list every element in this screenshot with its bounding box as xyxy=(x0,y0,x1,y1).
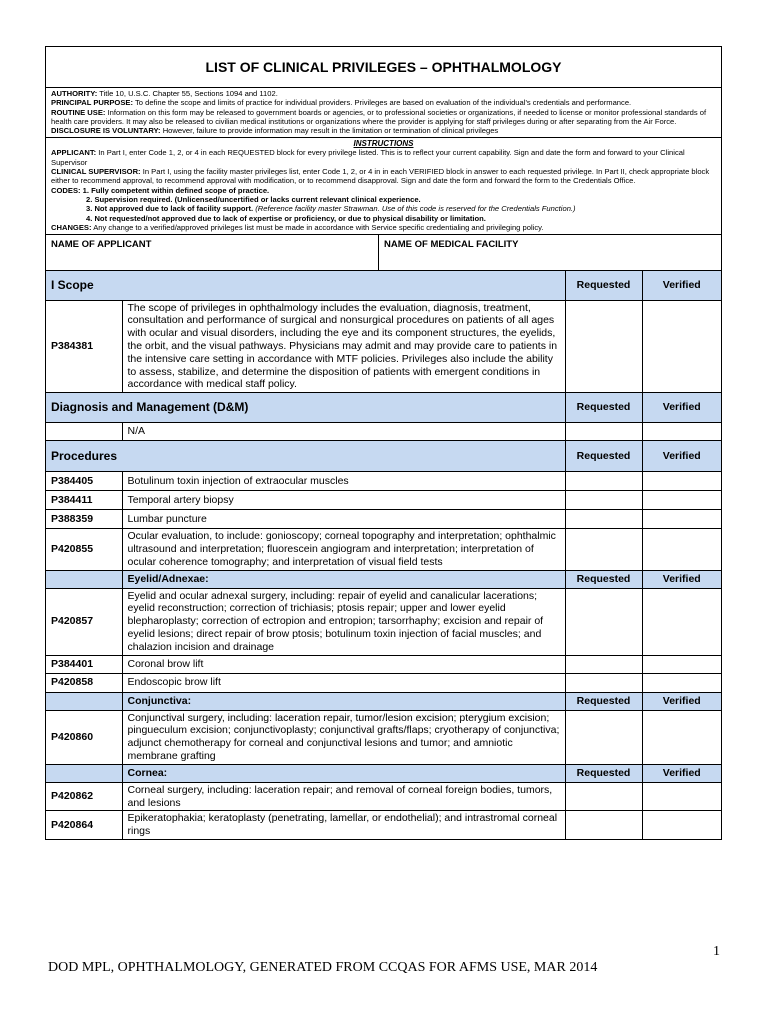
verified-cell[interactable] xyxy=(642,710,721,764)
disclosure-label: DISCLOSURE IS VOLUNTARY: xyxy=(51,126,161,136)
verified-cell[interactable] xyxy=(642,510,721,529)
eyelid-heading: Eyelid/Adnexae: xyxy=(122,570,565,588)
supervisor-text: In Part I, using the facility master privileges list, enter Code 1, 2, or 4 in in each VERIFIED block in answer to each requested privilege. In Part II, check appropriate block either to recommend approval, to recommend approval with modification, or to recommend disapproval. Sign and date the form and forward the form to the Credentials Office. xyxy=(51,167,710,186)
subsection-header-eyelid xyxy=(46,570,721,588)
page-number: 1 xyxy=(713,944,720,959)
table-row xyxy=(46,673,721,692)
purpose-text: To define the scope and limits of practice for individual providers. Privileges are based on evaluation of the individual's credentials and performance. xyxy=(134,98,632,108)
facility-name-field[interactable]: NAME OF MEDICAL FACILITY xyxy=(384,239,519,251)
table-row xyxy=(46,472,721,491)
disclosure-text: However, failure to provide information may result in the limitation or termination of clinical privileges xyxy=(162,126,499,136)
privilege-description: Lumbar puncture xyxy=(122,510,565,529)
section-header-procedures xyxy=(46,441,721,472)
verified-header: Verified xyxy=(642,692,721,710)
requested-cell[interactable] xyxy=(565,510,642,529)
requested-cell[interactable] xyxy=(565,529,642,570)
form-header xyxy=(46,88,721,138)
names-row xyxy=(46,235,721,271)
requested-header: Requested xyxy=(565,764,642,782)
cornea-heading: Cornea: xyxy=(122,764,565,782)
subsection-header-conjunctiva xyxy=(46,692,721,710)
privilege-code: P420862 xyxy=(46,782,122,811)
verified-cell[interactable] xyxy=(642,588,721,655)
verified-cell[interactable] xyxy=(642,673,721,692)
conjunctiva-heading: Conjunctiva: xyxy=(122,692,565,710)
table-row xyxy=(46,491,721,510)
privilege-code: P388359 xyxy=(46,510,122,529)
codes-label: CODES: xyxy=(51,185,81,195)
verified-cell[interactable] xyxy=(642,491,721,510)
verified-cell[interactable] xyxy=(642,472,721,491)
privilege-code: P420860 xyxy=(46,710,122,764)
verified-cell[interactable] xyxy=(642,423,721,441)
privilege-code: P420857 xyxy=(46,588,122,655)
privilege-description: Eyelid and ocular adnexal surgery, including: repair of eyelid and canalicular lacerations; eyelid reconstruction; correction of trichiasis; ptosis repair; upper and lower eyelid blepharoplasty; correction of ectropion and entropion; tarsorrhaphy; excision and repair of eyelid lesions; direct repair of brow ptosis; botulinum toxin injection of facial muscles; and chalazion incision and drainage xyxy=(122,588,565,655)
privileges-form xyxy=(45,46,722,840)
code-2: 2. Supervision required. (Unlicensed/uncertified or lacks current relevant clinical experience. xyxy=(86,194,421,204)
subsection-header-cornea xyxy=(46,764,721,782)
requested-header: Requested xyxy=(565,692,642,710)
privilege-description: Temporal artery biopsy xyxy=(122,491,565,510)
privilege-code: P384405 xyxy=(46,472,122,491)
privilege-code: P384401 xyxy=(46,655,122,673)
requested-cell[interactable] xyxy=(565,423,642,441)
verified-header: Verified xyxy=(642,570,721,588)
code-3-note: (Reference facility master Strawman. Use of this code is reserved for the Credentials Function.) xyxy=(255,204,576,214)
page-title: LIST OF CLINICAL PRIVILEGES – OPHTHALMOLOGY xyxy=(46,47,721,88)
authority-text: Title 10, U.S.C. Chapter 55, Sections 1094 and 1102. xyxy=(99,89,278,98)
verified-cell[interactable] xyxy=(642,782,721,811)
routine-text: Information on this form may be released to government boards or agencies, or to professional societies or organizations, if needed to license or monitor professional standards of health care providers. It may also be released to civilian medical institutions or organizations where the provider is applying for staff privileges during or after separating from the Air Force. xyxy=(51,107,707,126)
requested-cell[interactable] xyxy=(565,655,642,673)
table-row xyxy=(46,782,721,811)
changes-text: Any change to a verified/approved privileges list must be made in accordance with Service specific credentialing and privileging policy. xyxy=(93,222,544,232)
page-footer: DOD MPL, OPHTHALMOLOGY, GENERATED FROM CCQAS FOR AFMS USE, MAR 2014 xyxy=(48,960,598,975)
section-header-dm xyxy=(46,393,721,423)
supervisor-label: CLINICAL SUPERVISOR: xyxy=(51,167,141,177)
requested-cell[interactable] xyxy=(565,472,642,491)
privilege-description: Corneal surgery, including: laceration repair; and removal of corneal foreign bodies, tumors, and lesions xyxy=(122,782,565,811)
verified-header: Verified xyxy=(642,393,721,423)
code-1: 1. Fully competent within defined scope of practice. xyxy=(82,185,270,195)
changes-label: CHANGES: xyxy=(51,222,92,232)
verified-cell[interactable] xyxy=(642,811,721,839)
table-row xyxy=(46,655,721,673)
verified-cell[interactable] xyxy=(642,300,721,393)
privilege-description: Conjunctival surgery, including: laceration repair, tumor/lesion excision; pterygium excision; pingueculum excision; conjunctivoplasty; conjunctival grafts/flaps; cryotherapy of conjunctiva; adjunct chemotherapy for corneal and conjunctival lesions and tumor; and amniotic membrane grafting xyxy=(122,710,565,764)
table-row xyxy=(46,588,721,655)
privilege-description: Endoscopic brow lift xyxy=(122,673,565,692)
requested-cell[interactable] xyxy=(565,300,642,393)
dm-heading: Diagnosis and Management (D&M) xyxy=(46,393,565,423)
privilege-description: Ocular evaluation, to include: gonioscopy; corneal topography and interpretation; ophthalmic ultrasound and interpretation; fluorescein angiogram and interpretation; interpretation of ocular coherence tomography; and interpretation of visual field tests xyxy=(122,529,565,570)
table-row xyxy=(46,510,721,529)
privilege-description: Coronal brow lift xyxy=(122,655,565,673)
verified-cell[interactable] xyxy=(642,655,721,673)
procedures-heading: Procedures xyxy=(46,441,565,472)
requested-cell[interactable] xyxy=(565,811,642,839)
subsection-spacer xyxy=(46,570,122,588)
privilege-description: Epikeratophakia; keratoplasty (penetrating, lamellar, or endothelial); and intrastromal corneal rings xyxy=(122,811,565,839)
routine-label: ROUTINE USE: xyxy=(51,107,106,117)
code-4: 4. Not requested/not approved due to lack of expertise or proficiency, or due to physical disability or limitation. xyxy=(86,213,486,223)
requested-cell[interactable] xyxy=(565,588,642,655)
applicant-text: In Part I, enter Code 1, 2, or 4 in each REQUESTED block for every privilege listed. This is to reflect your current capability. Sign and date the form and forward to your Clinical Supervisor xyxy=(51,148,685,167)
privilege-description: Botulinum toxin injection of extraocular muscles xyxy=(122,472,565,491)
requested-header: Requested xyxy=(565,271,642,300)
purpose-label: PRINCIPAL PURPOSE: xyxy=(51,98,133,108)
table-row xyxy=(46,529,721,570)
table-row xyxy=(46,423,721,441)
verified-header: Verified xyxy=(642,271,721,300)
subsection-spacer xyxy=(46,692,122,710)
privilege-code xyxy=(46,423,122,441)
privilege-code: P384411 xyxy=(46,491,122,510)
verified-header: Verified xyxy=(642,441,721,472)
requested-cell[interactable] xyxy=(565,491,642,510)
privilege-code: P420855 xyxy=(46,529,122,570)
verified-cell[interactable] xyxy=(642,529,721,570)
authority-label: AUTHORITY: xyxy=(51,89,98,98)
privilege-description: The scope of privileges in ophthalmology includes the evaluation, diagnosis, treatment, consultation and performance of surgical and nonsurgical procedures on patients of all ages with ocular and visual disorders, including the eye and its component structures, the eyelids, the orbit, and the visual pathways. Physicians may admit and may provide care to patients in the intensive care setting in accordance with MTF policies. Privileges also include the ability to assess, stabilize, and determine the disposition of patients with emergent conditions in accordance with medical staff policy. xyxy=(122,300,565,393)
requested-cell[interactable] xyxy=(565,782,642,811)
instructions xyxy=(46,138,721,235)
instructions-title: INSTRUCTIONS xyxy=(353,139,414,149)
subsection-spacer xyxy=(46,764,122,782)
table-row xyxy=(46,811,721,839)
section-header-scope xyxy=(46,271,721,300)
privileges-table xyxy=(46,271,721,839)
table-row xyxy=(46,710,721,764)
scope-heading: I Scope xyxy=(46,271,565,300)
requested-header: Requested xyxy=(565,441,642,472)
privilege-description: N/A xyxy=(122,423,565,441)
requested-header: Requested xyxy=(565,570,642,588)
privilege-code: P420864 xyxy=(46,811,122,839)
requested-cell[interactable] xyxy=(565,710,642,764)
applicant-name-field[interactable]: NAME OF APPLICANT xyxy=(46,235,379,270)
privilege-code: P384381 xyxy=(46,300,122,393)
applicant-label: APPLICANT: xyxy=(51,148,97,158)
privilege-code: P420858 xyxy=(46,673,122,692)
verified-header: Verified xyxy=(642,764,721,782)
code-3: 3. Not approved due to lack of facility support. xyxy=(86,204,254,214)
requested-header: Requested xyxy=(565,393,642,423)
requested-cell[interactable] xyxy=(565,673,642,692)
table-row xyxy=(46,300,721,393)
